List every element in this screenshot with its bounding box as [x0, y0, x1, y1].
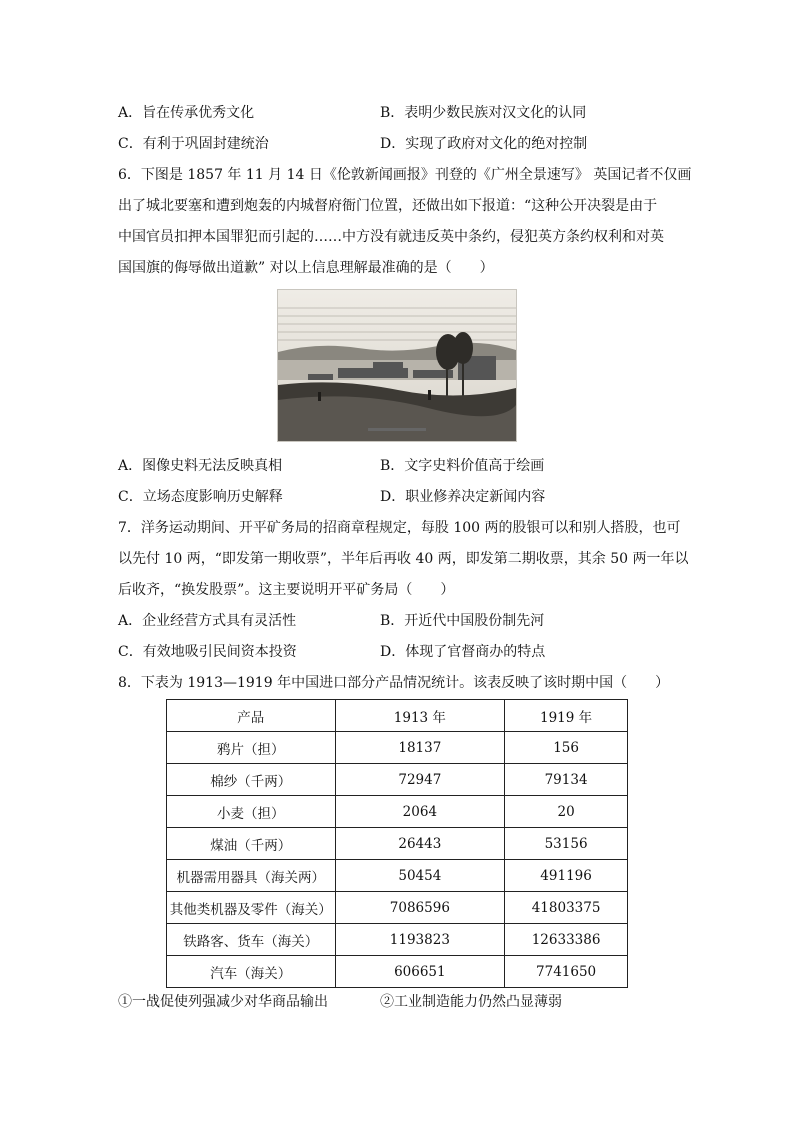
q8-note-1: ①一战促使列强减少对华商品输出: [118, 994, 328, 1010]
q6-option-a: A．图像史料无法反映真相: [118, 458, 283, 474]
table-cell: 棉纱（千两）: [167, 764, 336, 796]
table-cell: 其他类机器及零件（海关）: [167, 892, 336, 924]
q7-stem-line-1: 7．洋务运动期间、开平矿务局的招商章程规定，每股 100 两的股银可以和别人搭股，也可: [118, 520, 681, 536]
table-cell: 1193823: [335, 924, 505, 956]
table-row: [167, 956, 628, 988]
table-cell: 50454: [335, 860, 505, 892]
q6-stem-line-2: 出了城北要塞和遭到炮轰的内城督府衙门位置，还做出如下报道：“这种公开决裂是由于: [118, 198, 658, 214]
q7-option-d: D．体现了官督商办的特点: [380, 644, 546, 660]
q7-stem-line-2: 以先付 10 两，“即发第一期收票”，半年后再收 40 两，即发第二期收票，其余 50 两一年以: [118, 551, 689, 567]
import-statistics-table: [166, 699, 628, 988]
q7-stem-line-3: 后收齐，“换发股票”。这主要说明开平矿务局（ ）: [118, 582, 455, 598]
q6-stem-line-4: 国国旗的侮辱做出道歉” 对以上信息理解最准确的是（ ）: [118, 260, 494, 276]
table-cell: 156: [505, 732, 628, 764]
table-row: [167, 860, 628, 892]
table-cell: 12633386: [505, 924, 628, 956]
q7-option-b: B．开近代中国股份制先河: [380, 613, 545, 629]
q8-note-2: ②工业制造能力仍然凸显薄弱: [380, 994, 562, 1010]
table-row: [167, 796, 628, 828]
table-cell: 7741650: [505, 956, 628, 988]
table-cell: 53156: [505, 828, 628, 860]
table-cell: 41803375: [505, 892, 628, 924]
table-header-cell: 产品: [167, 700, 336, 732]
table-header-cell: 1919 年: [505, 700, 628, 732]
table-cell: 606651: [335, 956, 505, 988]
q8-stem: 8．下表为 1913—1919 年中国进口部分产品情况统计。该表反映了该时期中国（ ）: [118, 675, 670, 691]
engraving-guangzhou-panorama-icon: [277, 289, 517, 442]
table-cell: 煤油（千两）: [167, 828, 336, 860]
table-row: [167, 764, 628, 796]
table-cell: 2064: [335, 796, 505, 828]
q5-option-b: B．表明少数民族对汉文化的认同: [380, 105, 587, 121]
table-cell: 7086596: [335, 892, 505, 924]
table-row: [167, 892, 628, 924]
q6-stem-line-1: 6．下图是 1857 年 11 月 14 日《伦敦新闻画报》刊登的《广州全景速写》 英国记者不仅画: [118, 167, 692, 183]
table-row: [167, 732, 628, 764]
table-header-row: [167, 700, 628, 732]
table-cell: 491196: [505, 860, 628, 892]
table-cell: 26443: [335, 828, 505, 860]
q5-option-d: D．实现了政府对文化的绝对控制: [380, 136, 588, 152]
q7-option-c: C．有效地吸引民间资本投资: [118, 644, 297, 660]
q6-stem-line-3: 中国官员扣押本国罪犯而引起的……中方没有就违反英中条约，侵犯英方条约权利和对英: [118, 229, 664, 245]
table-cell: 汽车（海关）: [167, 956, 336, 988]
q7-option-a: A．企业经营方式具有灵活性: [118, 613, 297, 629]
table-header-cell: 1913 年: [335, 700, 505, 732]
table-cell: 鸦片（担）: [167, 732, 336, 764]
q6-option-b: B．文字史料价值高于绘画: [380, 458, 545, 474]
q6-option-d: D．职业修养决定新闻内容: [380, 489, 546, 505]
table-cell: 机器需用器具（海关两）: [167, 860, 336, 892]
table-cell: 小麦（担）: [167, 796, 336, 828]
q5-option-a: A．旨在传承优秀文化: [118, 105, 255, 121]
table-cell: 18137: [335, 732, 505, 764]
table-cell: 铁路客、货车（海关）: [167, 924, 336, 956]
table-cell: 72947: [335, 764, 505, 796]
table-row: [167, 828, 628, 860]
q6-option-c: C．立场态度影响历史解释: [118, 489, 283, 505]
table-cell: 20: [505, 796, 628, 828]
table-cell: 79134: [505, 764, 628, 796]
q5-option-c: C．有利于巩固封建统治: [118, 136, 269, 152]
table-row: [167, 924, 628, 956]
